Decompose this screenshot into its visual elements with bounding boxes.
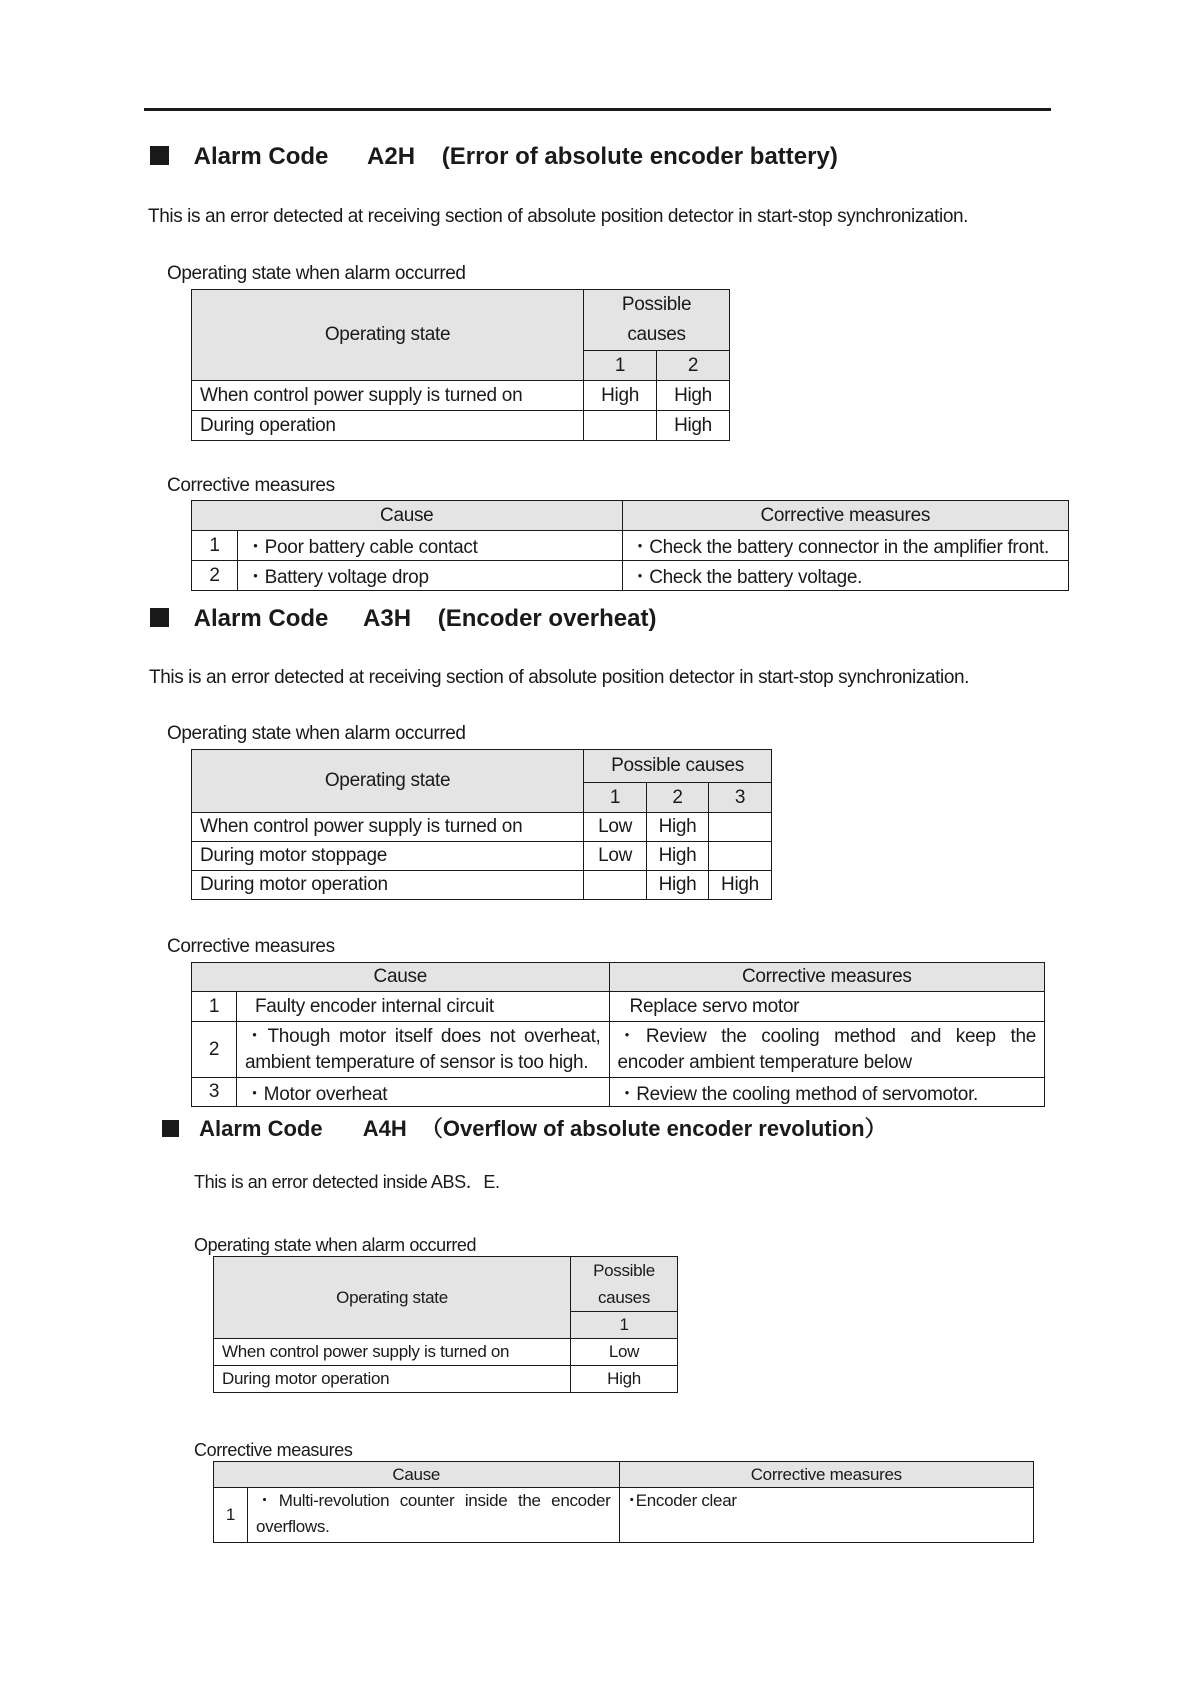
alarm-title: (Error of absolute encoder battery)	[441, 143, 838, 170]
cause-cell: Faulty encoder internal circuit	[236, 992, 609, 1022]
header-possible-causes: Possible causes	[571, 1257, 678, 1312]
cause-number: 2	[657, 351, 730, 381]
value-cell: High	[709, 871, 772, 900]
alarm-code-label: Alarm Code	[193, 143, 329, 170]
section-description: This is an error detected at receiving section of absolute position detector in start-stop synchronization.	[148, 206, 969, 227]
table-row	[192, 1022, 1045, 1078]
value-cell: Low	[584, 813, 647, 842]
cause-number: 3	[709, 783, 772, 813]
cause-cell: ・Motor overheat	[236, 1078, 609, 1107]
table-row	[192, 1078, 1045, 1107]
section-description: This is an error detected at receiving section of absolute position detector in start-stop synchronization.	[149, 667, 970, 688]
alarm-code-label: Alarm Code	[193, 605, 329, 632]
table-row	[192, 871, 772, 900]
state-cell: During operation	[192, 411, 584, 441]
measure-cell: ・Check the battery voltage.	[622, 561, 1069, 591]
header-corrective-measures: Corrective measures	[622, 501, 1069, 531]
corrective-measures-table	[191, 962, 1045, 1107]
corrective-measures-caption: Corrective measures	[194, 1440, 353, 1460]
value-cell	[709, 813, 772, 842]
header-cause: Cause	[214, 1462, 620, 1488]
value-cell	[584, 411, 657, 441]
corrective-measures-table	[191, 500, 1069, 591]
operating-state-table	[191, 289, 730, 441]
measure-cell: ・Review the cooling method of servomotor.	[609, 1078, 1044, 1107]
cause-cell: ・Poor battery cable contact	[237, 531, 622, 561]
table-row	[192, 992, 1045, 1022]
table-row	[214, 1339, 678, 1366]
value-cell: High	[571, 1366, 678, 1393]
top-rule	[144, 108, 1051, 111]
table-row	[214, 1488, 1034, 1543]
measure-cell: ･Encoder clear	[619, 1488, 1033, 1543]
table-row	[192, 411, 730, 441]
corrective-measures-table	[213, 1461, 1034, 1543]
state-cell: When control power supply is turned on	[214, 1339, 571, 1366]
row-number: 2	[192, 1022, 237, 1078]
square-bullet-icon	[162, 1120, 179, 1137]
value-cell: High	[647, 842, 709, 871]
corrective-measures-caption: Corrective measures	[167, 475, 335, 496]
alarm-title: （Overflow of absolute encoder revolution）	[420, 1116, 887, 1141]
section-a4h-heading	[162, 1118, 887, 1140]
header-corrective-measures: Corrective measures	[609, 963, 1044, 992]
operating-state-table	[191, 749, 772, 900]
state-cell: During motor operation	[214, 1366, 571, 1393]
operating-state-caption: Operating state when alarm occurred	[167, 263, 466, 284]
row-number: 2	[192, 561, 238, 591]
cause-cell: ・Though motor itself does not overheat, ambient temperature of sensor is too high.	[236, 1022, 609, 1078]
header-operating-state: Operating state	[192, 290, 584, 381]
table-row	[192, 842, 772, 871]
cause-cell: ・Battery voltage drop	[237, 561, 622, 591]
value-cell: Low	[584, 842, 647, 871]
section-a2h-heading	[150, 145, 838, 169]
header-cause: Cause	[192, 963, 610, 992]
value-cell: High	[584, 381, 657, 411]
alarm-title: (Encoder overheat)	[437, 605, 657, 632]
row-number: 3	[192, 1078, 237, 1107]
operating-state-caption: Operating state when alarm occurred	[194, 1235, 477, 1255]
value-cell	[709, 842, 772, 871]
alarm-code-value: A3H	[363, 605, 412, 632]
measure-cell: ・Check the battery connector in the amplifier front.	[622, 531, 1069, 561]
state-cell: During motor stoppage	[192, 842, 584, 871]
alarm-code-value: A2H	[367, 143, 416, 170]
table-row	[192, 531, 1069, 561]
state-cell: When control power supply is turned on	[192, 381, 584, 411]
cause-cell: ・Multi-revolution counter inside the encoder overflows.	[247, 1488, 619, 1543]
row-number: 1	[214, 1488, 248, 1543]
cause-number: 1	[584, 783, 647, 813]
state-cell: When control power supply is turned on	[192, 813, 584, 842]
operating-state-caption: Operating state when alarm occurred	[167, 723, 466, 744]
table-row	[192, 561, 1069, 591]
section-description: This is an error detected inside ABS．E.	[194, 1172, 500, 1192]
header-operating-state: Operating state	[214, 1257, 571, 1339]
measure-cell: Replace servo motor	[609, 992, 1044, 1022]
value-cell: High	[647, 871, 709, 900]
state-cell: During motor operation	[192, 871, 584, 900]
value-cell	[584, 871, 647, 900]
header-corrective-measures: Corrective measures	[619, 1462, 1033, 1488]
row-number: 1	[192, 992, 237, 1022]
table-row	[192, 381, 730, 411]
operating-state-table	[213, 1256, 678, 1393]
cause-number: 1	[571, 1312, 678, 1339]
header-possible-causes: Possible causes	[584, 750, 772, 783]
value-cell: Low	[571, 1339, 678, 1366]
header-possible-causes: Possible causes	[584, 290, 730, 351]
value-cell: High	[657, 381, 730, 411]
header-cause: Cause	[192, 501, 623, 531]
square-bullet-icon	[150, 146, 169, 165]
header-operating-state: Operating state	[192, 750, 584, 813]
square-bullet-icon	[150, 608, 169, 627]
value-cell: High	[657, 411, 730, 441]
table-row	[192, 813, 772, 842]
alarm-code-label: Alarm Code	[199, 1116, 323, 1141]
measure-cell: ・Review the cooling method and keep the encoder ambient temperature below	[609, 1022, 1044, 1078]
corrective-measures-caption: Corrective measures	[167, 936, 335, 957]
table-row	[214, 1366, 678, 1393]
alarm-code-value: A4H	[362, 1116, 407, 1141]
cause-number: 2	[647, 783, 709, 813]
row-number: 1	[192, 531, 238, 561]
value-cell: High	[647, 813, 709, 842]
cause-number: 1	[584, 351, 657, 381]
section-a3h-heading	[150, 607, 656, 631]
